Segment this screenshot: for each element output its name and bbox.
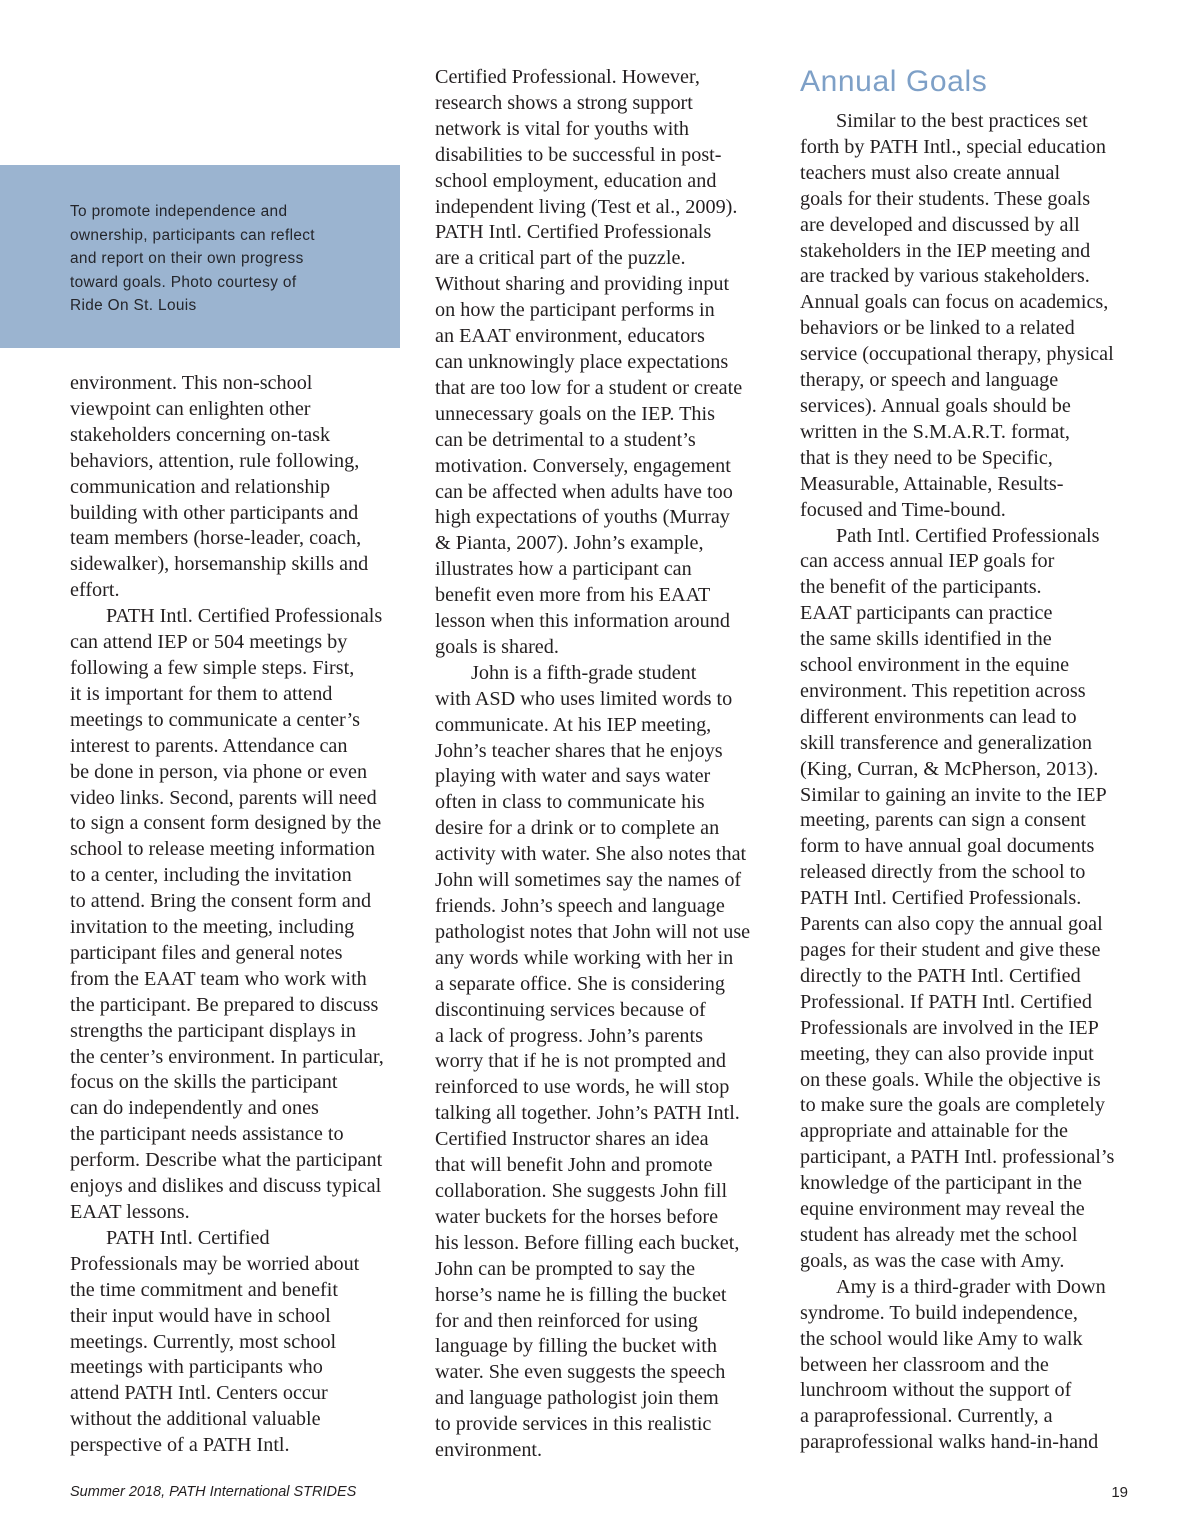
photo-caption bbox=[70, 200, 380, 318]
text-line: video links. Second, parents will need bbox=[70, 786, 377, 809]
text-line: illustrates how a participant can bbox=[435, 558, 692, 581]
text-line: goals is shared. bbox=[435, 635, 559, 658]
text-line: meeting, they can also provide input bbox=[800, 1042, 1094, 1065]
text-line: be done in person, via phone or even bbox=[70, 760, 368, 783]
text-line: worry that if he is not prompted and bbox=[435, 1050, 726, 1073]
text-line: released directly from the school to bbox=[800, 861, 1086, 884]
footer-publication: Summer 2018, PATH International STRIDES bbox=[70, 1484, 357, 1500]
text-line: desire for a drink or to complete an bbox=[435, 817, 720, 840]
text-line: motivation. Conversely, engagement bbox=[435, 454, 731, 477]
text-line: PATH Intl. Certified Professionals. bbox=[800, 887, 1082, 910]
paragraph bbox=[70, 371, 410, 604]
text-line: school employment, education and bbox=[435, 169, 717, 192]
text-line: building with other participants and bbox=[70, 501, 359, 524]
text-line: PATH Intl. Certified Professionals bbox=[106, 605, 383, 628]
text-line: syndrome. To build independence, bbox=[800, 1301, 1078, 1324]
paragraph bbox=[435, 65, 775, 661]
text-line: his lesson. Before filling each bucket, bbox=[435, 1231, 740, 1254]
text-line: ownership, participants can reflect bbox=[70, 226, 315, 244]
text-line: student has already met the school bbox=[800, 1223, 1078, 1246]
text-line: PATH Intl. Certified Professionals bbox=[435, 221, 712, 244]
text-line: collaboration. She suggests John fill bbox=[435, 1179, 728, 1202]
text-line: playing with water and says water bbox=[435, 765, 711, 788]
text-line: skill transference and generalization bbox=[800, 731, 1093, 754]
text-line: network is vital for youths with bbox=[435, 117, 689, 140]
paragraph bbox=[70, 1226, 410, 1459]
text-line: goals, as was the case with Amy. bbox=[800, 1249, 1065, 1272]
text-line: directly to the PATH Intl. Certified bbox=[800, 964, 1081, 987]
text-line: lesson when this information around bbox=[435, 610, 730, 633]
text-line: PATH Intl. Certified bbox=[106, 1226, 270, 1249]
text-line: focused and Time-bound. bbox=[800, 498, 1006, 521]
paragraph bbox=[435, 661, 775, 1464]
text-line: can access annual IEP goals for bbox=[800, 550, 1055, 573]
text-line: environment. This repetition across bbox=[800, 679, 1086, 702]
text-line: Certified Professional. However, bbox=[435, 66, 700, 88]
text-line: a separate office. She is considering bbox=[435, 972, 725, 995]
text-line: the time commitment and benefit bbox=[70, 1278, 338, 1301]
text-line: between her classroom and the bbox=[800, 1353, 1049, 1376]
text-line: EAAT participants can practice bbox=[800, 602, 1053, 625]
text-line: communication and relationship bbox=[70, 475, 331, 498]
text-line: independent living (Test et al., 2009). bbox=[435, 195, 738, 218]
text-line: talking all together. John’s PATH Intl. bbox=[435, 1102, 740, 1125]
text-line: can do independently and ones bbox=[70, 1097, 319, 1120]
text-line: knowledge of the participant in the bbox=[800, 1172, 1082, 1195]
text-line: Similar to gaining an invite to the IEP bbox=[800, 783, 1107, 806]
text-line: focus on the skills the participant bbox=[70, 1071, 338, 1094]
text-line: equine environment may reveal the bbox=[800, 1198, 1085, 1221]
text-line: participant, a PATH Intl. professional’s bbox=[800, 1146, 1115, 1169]
text-line: services). Annual goals should be bbox=[800, 394, 1071, 417]
text-line: disabilities to be successful in post- bbox=[435, 143, 722, 166]
text-line: pages for their student and give these bbox=[800, 939, 1101, 961]
text-line: the center’s environment. In particular, bbox=[70, 1045, 384, 1068]
text-line: participant files and general notes bbox=[70, 941, 343, 964]
text-line: Annual goals can focus on academics, bbox=[800, 291, 1109, 314]
text-line: the participant. Be prepared to discuss bbox=[70, 993, 379, 1016]
text-line: Professionals are involved in the IEP bbox=[800, 1016, 1099, 1039]
text-line: meetings to communicate a center’s bbox=[70, 708, 360, 731]
text-line: written in the S.M.A.R.T. format, bbox=[800, 420, 1070, 443]
text-line: Path Intl. Certified Professionals bbox=[836, 524, 1100, 547]
text-line: environment. bbox=[435, 1439, 543, 1462]
text-line: research shows a strong support bbox=[435, 91, 693, 114]
text-line: from the EAAT team who work with bbox=[70, 967, 367, 990]
text-line: EAAT lessons. bbox=[70, 1201, 190, 1223]
text-line: Without sharing and providing input bbox=[435, 273, 730, 296]
text-line: meetings. Currently, most school bbox=[70, 1330, 337, 1353]
text-line: environment. This non-school bbox=[70, 372, 313, 394]
text-line: benefit even more from his EAAT bbox=[435, 584, 711, 607]
text-line: are tracked by various stakeholders. bbox=[800, 265, 1090, 288]
text-line: without the additional valuable bbox=[70, 1408, 321, 1431]
text-line: can be affected when adults have too bbox=[435, 480, 733, 503]
text-line: Amy is a third-grader with Down bbox=[836, 1275, 1106, 1298]
text-line: behaviors, attention, rule following, bbox=[70, 449, 360, 472]
text-line: toward goals. Photo courtesy of bbox=[70, 273, 297, 291]
text-line: with ASD who uses limited words to bbox=[435, 687, 733, 710]
text-line: John’s teacher shares that he enjoys bbox=[435, 739, 723, 762]
text-line: pathologist notes that John will not use bbox=[435, 920, 751, 943]
text-line: different environments can lead to bbox=[800, 705, 1077, 728]
text-line: their input would have in school bbox=[70, 1304, 331, 1327]
text-line: communicate. At his IEP meeting, bbox=[435, 713, 712, 736]
text-line: any words while working with her in bbox=[435, 946, 734, 969]
text-line: viewpoint can enlighten other bbox=[70, 397, 311, 420]
text-line: service (occupational therapy, physical bbox=[800, 343, 1114, 366]
text-line: behaviors or be linked to a related bbox=[800, 317, 1075, 340]
text-line: (King, Curran, & McPherson, 2013). bbox=[800, 757, 1099, 780]
text-line: reinforced to use words, he will stop bbox=[435, 1076, 730, 1099]
text-line: lunchroom without the support of bbox=[800, 1379, 1072, 1402]
text-line: water. She even suggests the speech bbox=[435, 1361, 726, 1384]
text-line: strengths the participant displays in bbox=[70, 1019, 356, 1042]
text-line: Professional. If PATH Intl. Certified bbox=[800, 990, 1092, 1013]
text-line: that are too low for a student or create bbox=[435, 376, 743, 399]
paragraph bbox=[800, 109, 1140, 524]
paragraph bbox=[800, 1275, 1140, 1456]
text-line: friends. John’s speech and language bbox=[435, 895, 725, 917]
text-line: for and then reinforced for using bbox=[435, 1309, 698, 1332]
text-line: school environment in the equine bbox=[800, 654, 1070, 677]
text-line: the benefit of the participants. bbox=[800, 576, 1042, 599]
text-line: appropriate and attainable for the bbox=[800, 1120, 1068, 1143]
text-line: effort. bbox=[70, 579, 120, 602]
text-line: Parents can also copy the annual goal bbox=[800, 913, 1103, 936]
text-line: can be detrimental to a student’s bbox=[435, 428, 696, 451]
text-line: sidewalker), horsemanship skills and bbox=[70, 553, 369, 576]
text-line: a lack of progress. John’s parents bbox=[435, 1024, 703, 1047]
text-line: it is important for them to attend bbox=[70, 682, 333, 705]
text-line: a paraprofessional. Currently, a bbox=[800, 1405, 1053, 1428]
text-line: enjoys and dislikes and discuss typical bbox=[70, 1175, 382, 1198]
text-line: perform. Describe what the participant bbox=[70, 1149, 383, 1172]
article-column-2 bbox=[435, 65, 775, 1464]
section-heading-annual-goals: Annual Goals bbox=[800, 65, 988, 98]
text-line: John can be prompted to say the bbox=[435, 1257, 696, 1280]
text-line: therapy, or speech and language bbox=[800, 369, 1059, 392]
text-line: the same skills identified in the bbox=[800, 628, 1052, 651]
text-line: & Pianta, 2007). John’s example, bbox=[435, 532, 704, 555]
text-line: language by filling the bucket with bbox=[435, 1335, 717, 1358]
text-line: Certified Instructor shares an idea bbox=[435, 1128, 709, 1151]
text-line: paraprofessional walks hand-in-hand bbox=[800, 1431, 1099, 1454]
paragraph bbox=[800, 524, 1140, 1275]
text-line: an EAAT environment, educators bbox=[435, 325, 705, 348]
text-line: to make sure the goals are completely bbox=[800, 1094, 1105, 1117]
page-number: 19 bbox=[1111, 1484, 1128, 1501]
text-line: meetings with participants who bbox=[70, 1356, 323, 1379]
text-line: to a center, including the invitation bbox=[70, 864, 352, 887]
text-line: perspective of a PATH Intl. bbox=[70, 1434, 290, 1457]
text-line: can unknowingly place expectations bbox=[435, 350, 729, 373]
text-line: and language pathologist join them bbox=[435, 1387, 719, 1410]
text-line: the participant needs assistance to bbox=[70, 1123, 344, 1146]
text-line: on these goals. While the objective is bbox=[800, 1068, 1101, 1091]
text-line: high expectations of youths (Murray bbox=[435, 506, 730, 529]
text-line: Measurable, Attainable, Results- bbox=[800, 472, 1064, 495]
text-line: teachers must also create annual bbox=[800, 161, 1061, 184]
text-line: stakeholders in the IEP meeting and bbox=[800, 239, 1091, 262]
text-line: following a few simple steps. First, bbox=[70, 656, 355, 679]
text-line: the school would like Amy to walk bbox=[800, 1327, 1083, 1350]
text-line: can attend IEP or 504 meetings by bbox=[70, 631, 348, 654]
text-line: on how the participant performs in bbox=[435, 299, 715, 322]
text-line: water buckets for the horses before bbox=[435, 1205, 719, 1228]
text-line: school to release meeting information bbox=[70, 838, 375, 861]
text-line: form to have annual goal documents bbox=[800, 835, 1095, 858]
text-line: to attend. Bring the consent form and bbox=[70, 890, 372, 913]
text-line: goals for their students. These goals bbox=[800, 187, 1091, 210]
text-line: Professionals may be worried about bbox=[70, 1252, 360, 1275]
text-line: forth by PATH Intl., special education bbox=[800, 135, 1106, 158]
text-line: discontinuing services because of bbox=[435, 998, 706, 1021]
text-line: are a critical part of the puzzle. bbox=[435, 247, 686, 270]
text-line: Ride On St. Louis bbox=[70, 297, 197, 314]
text-line: meeting, parents can sign a consent bbox=[800, 809, 1086, 832]
text-line: invitation to the meeting, including bbox=[70, 916, 355, 939]
paragraph bbox=[70, 604, 410, 1226]
text-line: Similar to the best practices set bbox=[836, 110, 1088, 132]
text-line: to provide services in this realistic bbox=[435, 1413, 712, 1436]
text-line: John is a fifth-grade student bbox=[471, 661, 697, 684]
text-line: interest to parents. Attendance can bbox=[70, 734, 348, 757]
text-line: that is they need to be Specific, bbox=[800, 446, 1053, 469]
article-column-3 bbox=[800, 109, 1140, 1456]
text-line: to sign a consent form designed by the bbox=[70, 812, 382, 835]
text-line: that will benefit John and promote bbox=[435, 1154, 713, 1177]
text-line: and report on their own progress bbox=[70, 250, 304, 267]
text-line: To promote independence and bbox=[70, 203, 288, 220]
article-column-1 bbox=[70, 371, 410, 1459]
text-line: John will sometimes say the names of bbox=[435, 869, 742, 892]
text-line: horse’s name he is filling the bucket bbox=[435, 1283, 727, 1306]
text-line: unnecessary goals on the IEP. This bbox=[435, 402, 715, 425]
text-line: often in class to communicate his bbox=[435, 791, 705, 814]
text-line: team members (horse-leader, coach, bbox=[70, 527, 362, 550]
text-line: attend PATH Intl. Centers occur bbox=[70, 1382, 328, 1405]
text-line: are developed and discussed by all bbox=[800, 213, 1080, 236]
text-line: stakeholders concerning on-task bbox=[70, 423, 331, 446]
text-line: activity with water. She also notes that bbox=[435, 843, 747, 866]
photo-caption-box bbox=[0, 165, 400, 348]
